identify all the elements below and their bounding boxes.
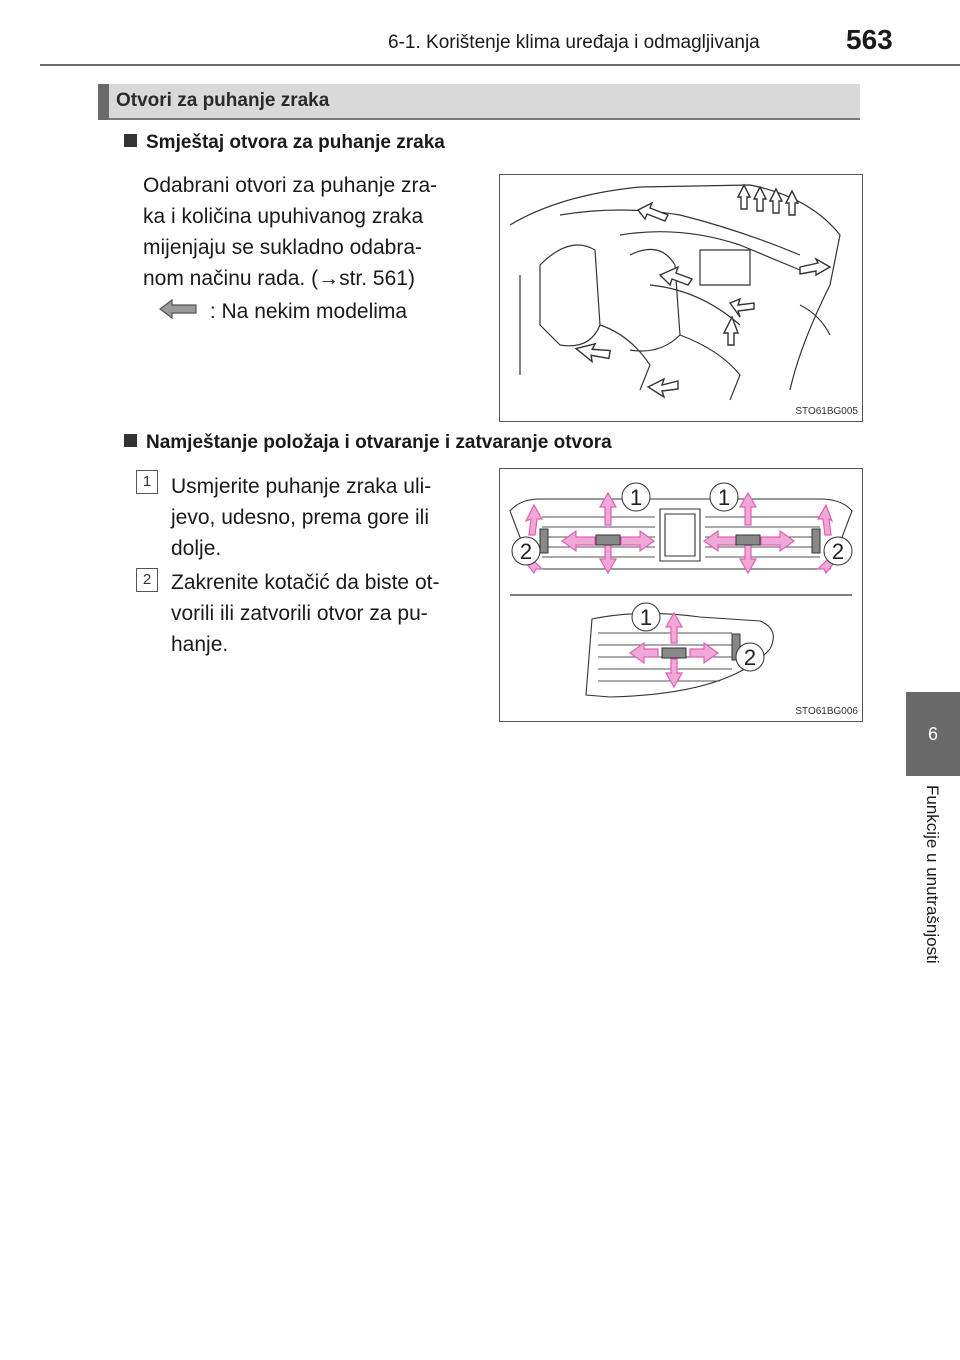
subheading-text: Namještanje položaja i otvaranje i zatvaranje otvora: [146, 432, 612, 453]
subheading-text: Smještaj otvora za puhanje zraka: [146, 132, 445, 153]
callout-label: 1: [629, 485, 643, 510]
running-header-title: 6-1. Korištenje klima uređaja i odmagljivanja: [388, 32, 760, 53]
callout-label: 2: [831, 539, 845, 564]
interior-vents-figure: [499, 174, 863, 422]
header-rule: [40, 64, 960, 66]
figure-code: STO61BG006: [795, 706, 858, 717]
section-banner-bar: [98, 84, 109, 120]
step2-paragraph: [171, 567, 476, 660]
para-line: Usmjerite puhanje zraka uli-: [171, 475, 432, 498]
para-line: ka i količina upuhivanog zraka: [143, 205, 424, 228]
chapter-tab: 6: [906, 692, 960, 776]
para-line: jevo, udesno, prema gore ili: [171, 506, 429, 529]
left-arrow-legend-icon: [158, 298, 198, 326]
para-line: nom načinu rada. (→str. 561): [143, 267, 415, 290]
para-line: vorili ili zatvorili otvor za pu-: [171, 602, 428, 625]
vent-location-paragraph: [143, 170, 476, 294]
chapter-label-wrap: [912, 785, 952, 1015]
para-line: Zakrenite kotačić da biste ot-: [171, 571, 440, 594]
callout-label: 1: [717, 485, 731, 510]
figure-code: STO61BG005: [795, 406, 858, 417]
section-banner: [98, 84, 860, 120]
step-number-badge: 2: [136, 568, 158, 592]
vent-adjust-illustration: [500, 469, 862, 721]
callout-label: 2: [743, 645, 757, 670]
model-note-text: : Na nekim modelima: [209, 299, 408, 323]
square-bullet-icon: [124, 134, 137, 147]
interior-vents-illustration: [500, 175, 862, 421]
subheading-vent-location: [124, 132, 445, 154]
para-line: Odabrani otvori za puhanje zra-: [143, 174, 438, 197]
page-number: 563: [846, 24, 893, 55]
callout-label: 2: [519, 539, 533, 564]
square-bullet-icon: [124, 434, 137, 447]
step-number-badge: 1: [136, 470, 158, 494]
subheading-vent-adjust: [124, 432, 612, 454]
vent-adjust-figure: [499, 468, 863, 722]
para-line: dolje.: [171, 537, 222, 560]
callout-label: 1: [639, 605, 653, 630]
section-title: Otvori za puhanje zraka: [116, 90, 330, 111]
step1-paragraph: [171, 471, 476, 564]
chapter-label: Funkcije u unutrašnjosti: [923, 785, 942, 964]
para-line: mijenjaju se sukladno odabra-: [143, 236, 422, 259]
para-line: hanje.: [171, 633, 229, 656]
model-note: [158, 298, 407, 326]
